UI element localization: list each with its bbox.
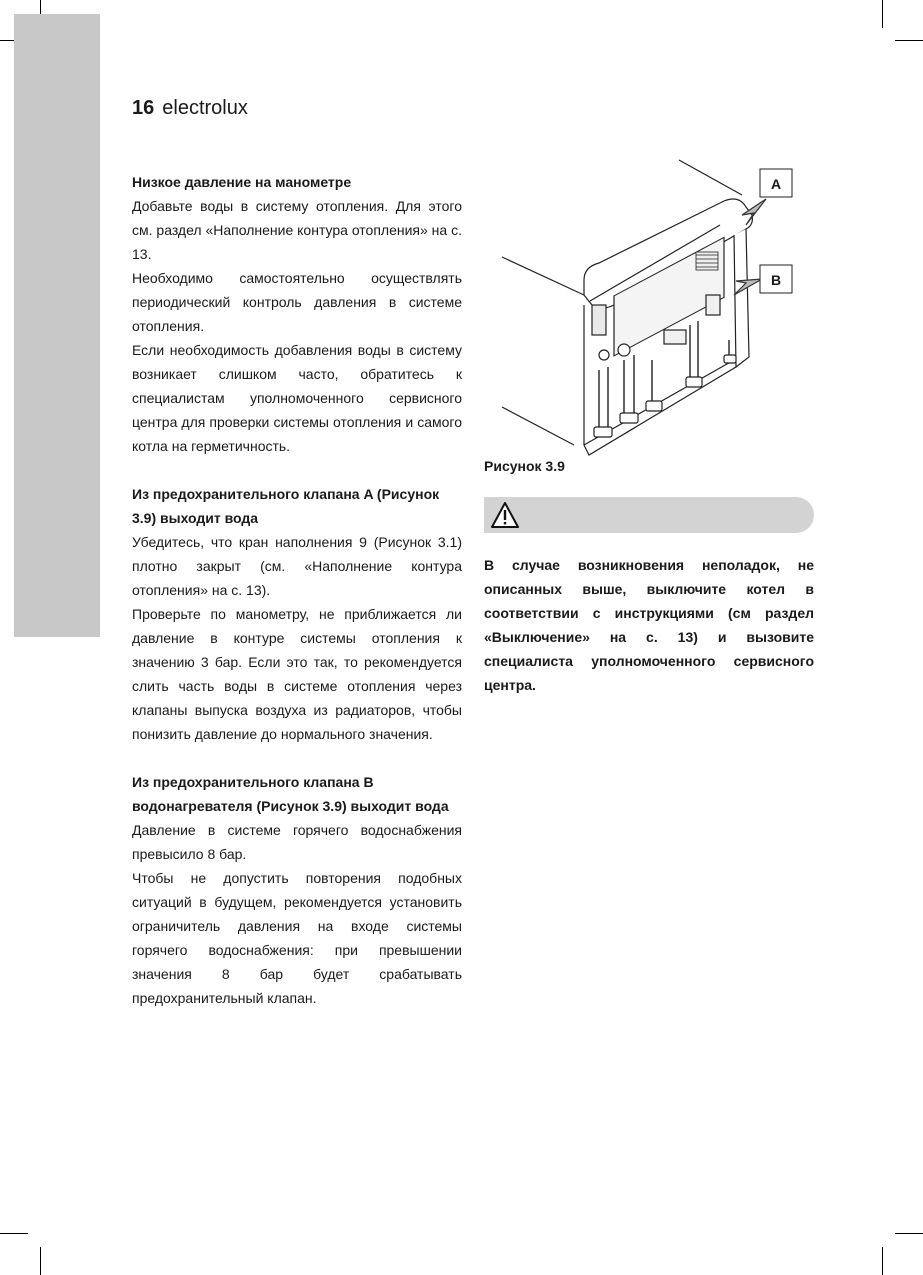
crop-mark bbox=[0, 1233, 28, 1234]
paragraph: Добавьте воды в систему отопления. Для этого см. раздел «Наполнение контура отопления» на с. 13. bbox=[132, 198, 462, 262]
paragraph: Необходимо самостоятельно осуществлять периодический контроль давления в системе отопления. bbox=[132, 270, 462, 334]
side-tab-bar bbox=[14, 14, 100, 637]
paragraph: Если необходимость добавления воды в систему возникает слишком часто, обратитесь к специалистам уполномоченного сервисного центра для проверки системы отопления и самого котла на герметичность. bbox=[132, 342, 462, 454]
paragraph: Убедитесь, что кран наполнения 9 (Рисунок 3.1) плотно закрыт (см. «Наполнение контура отопления» на с. 13). bbox=[132, 534, 462, 598]
boiler-illustration bbox=[484, 155, 814, 467]
section-valve-b bbox=[132, 770, 462, 1010]
crop-mark bbox=[895, 1233, 923, 1234]
crop-mark bbox=[882, 1247, 883, 1275]
section-heading: Из предохранительного клапана A (Рисунок 3.9) выходит вода bbox=[132, 486, 440, 526]
boiler-figure bbox=[484, 155, 814, 467]
label-a: A bbox=[770, 176, 782, 192]
section-valve-a bbox=[132, 482, 462, 746]
section-low-pressure bbox=[132, 170, 462, 458]
left-column bbox=[132, 170, 462, 1010]
paragraph: Чтобы не допустить повторения подобных ситуаций в будущем, рекомендуется установить ограничитель давления на входе системы горячего водоснабжения: при превышении значения 8 бар будет срабатывать предохранительный клапан. bbox=[132, 870, 462, 1006]
warning-bar bbox=[484, 497, 814, 533]
label-b: B bbox=[770, 272, 782, 288]
crop-mark bbox=[40, 1247, 41, 1275]
figure-caption: Рисунок 3.9 bbox=[484, 458, 565, 474]
warning-triangle-icon bbox=[490, 501, 520, 529]
crop-mark bbox=[882, 0, 883, 28]
warning-text: В случае возникновения неполадок, не описанных выше, выключите котел в соответствии с инструкциями (см раздел «Выключение» на с. 13) и вызовите специалиста уполномоченного сервисного центра. bbox=[484, 557, 814, 693]
section-heading: Низкое давление на манометре bbox=[132, 174, 352, 190]
brand-name: electrolux bbox=[162, 97, 248, 119]
page-number: 16 bbox=[132, 97, 155, 119]
crop-mark bbox=[895, 40, 923, 41]
section-heading: Из предохранительного клапана B водонагревателя (Рисунок 3.9) выходит вода bbox=[132, 774, 449, 814]
paragraph: Проверьте по манометру, не приближается ли давление в контуре системы отопления к значению 3 бар. Если это так, то рекомендуется слить часть воды в системе отопления через клапаны выпуска воздуха из радиаторов, чтобы понизить давление до нормального значения. bbox=[132, 606, 462, 742]
page-header bbox=[132, 97, 248, 120]
paragraph: Давление в системе горячего водоснабжения превысило 8 бар. bbox=[132, 822, 462, 862]
